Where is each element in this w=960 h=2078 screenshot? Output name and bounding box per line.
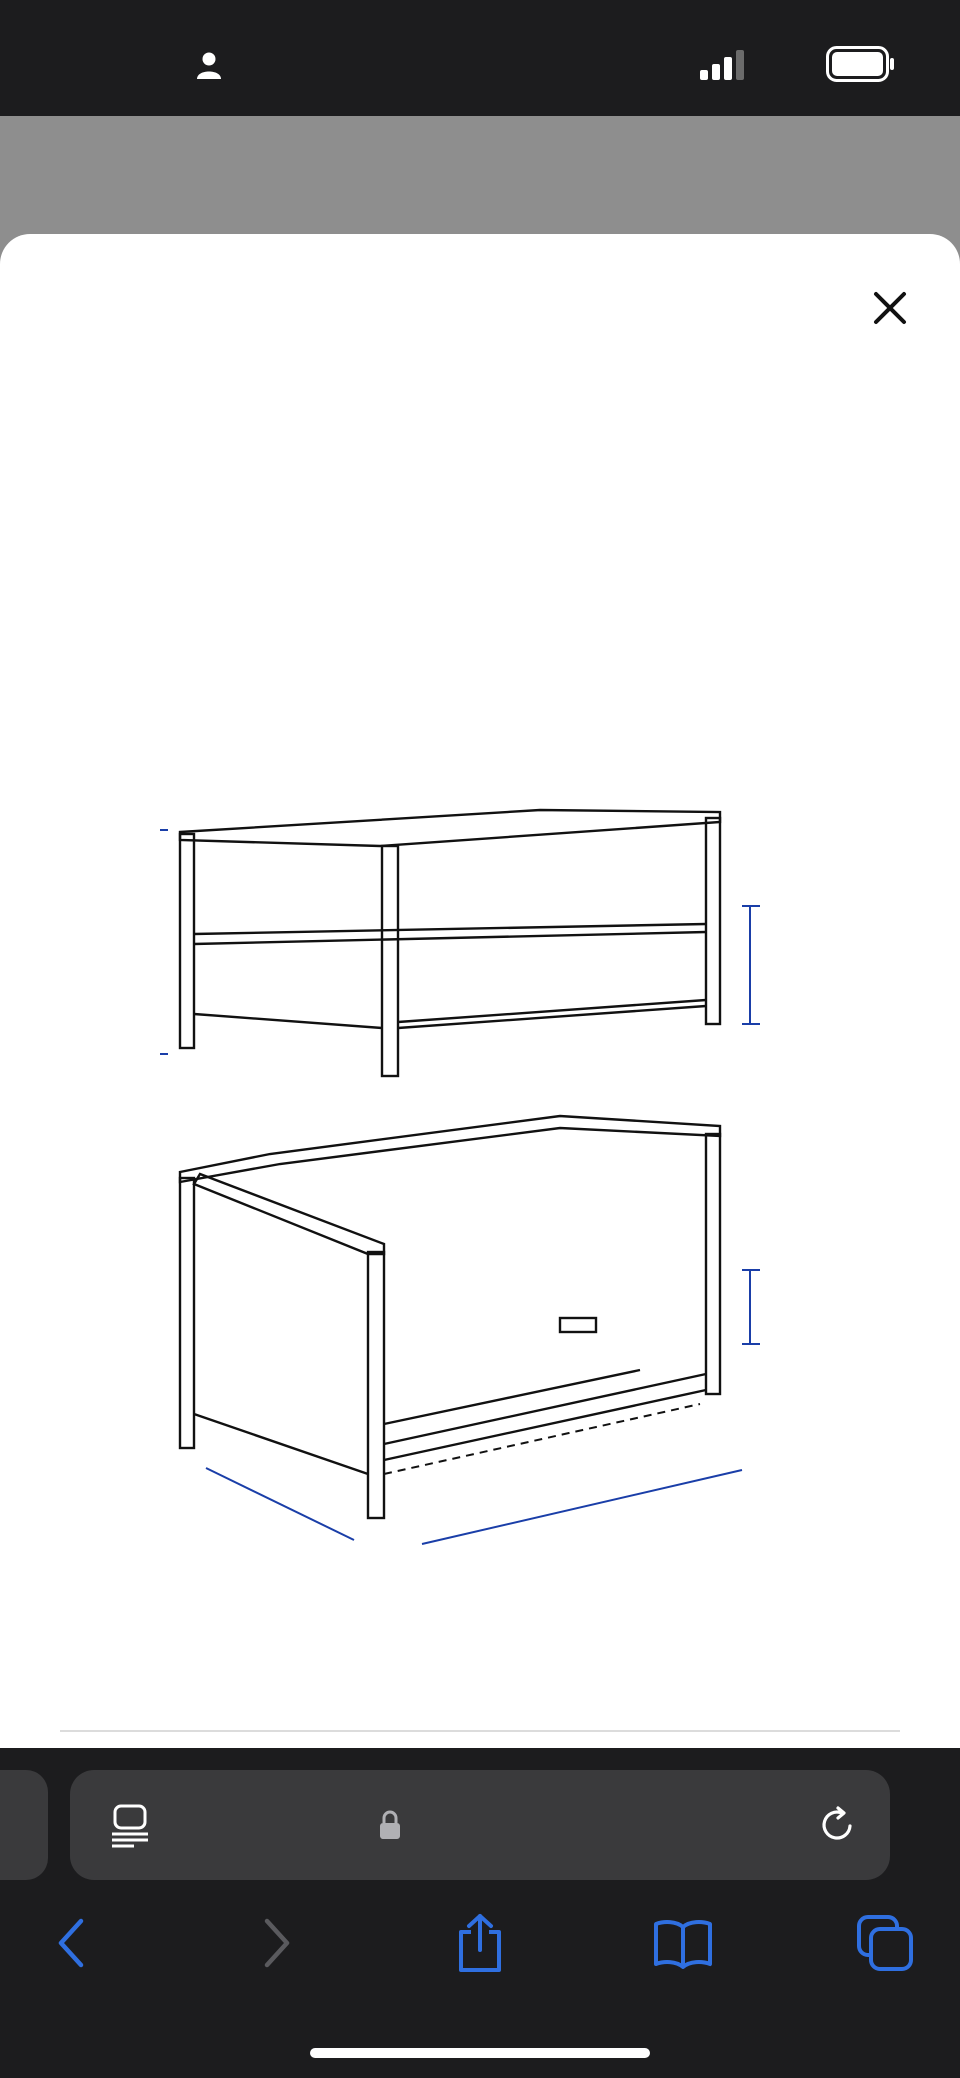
status-bar [0, 0, 960, 116]
reload-icon[interactable] [816, 1804, 858, 1846]
share-button[interactable] [445, 1908, 515, 1978]
tabs-icon [855, 1913, 915, 1973]
product-dimensions-sheet [0, 234, 960, 1748]
person-icon [194, 50, 224, 80]
address-bar[interactable] [70, 1770, 890, 1880]
signal-icon [700, 50, 750, 80]
reader-mode-icon[interactable] [110, 1804, 150, 1848]
previous-tab-preview[interactable] [0, 1770, 48, 1880]
browser-bottom-bar [0, 1748, 960, 2078]
back-button[interactable] [36, 1908, 106, 1978]
tabs-button[interactable] [850, 1908, 920, 1978]
close-icon [873, 291, 907, 325]
lock-icon [378, 1810, 402, 1840]
home-indicator [310, 2048, 650, 2058]
chevron-right-icon [259, 1915, 295, 1971]
book-icon [652, 1917, 714, 1969]
divider [60, 1730, 900, 1732]
chevron-left-icon [53, 1915, 89, 1971]
bookmarks-button[interactable] [648, 1908, 718, 1978]
battery-icon [826, 46, 896, 82]
share-icon [453, 1912, 507, 1974]
close-button[interactable] [862, 280, 918, 336]
forward-button[interactable] [242, 1908, 312, 1978]
crib-dimension-diagram [160, 774, 800, 1674]
